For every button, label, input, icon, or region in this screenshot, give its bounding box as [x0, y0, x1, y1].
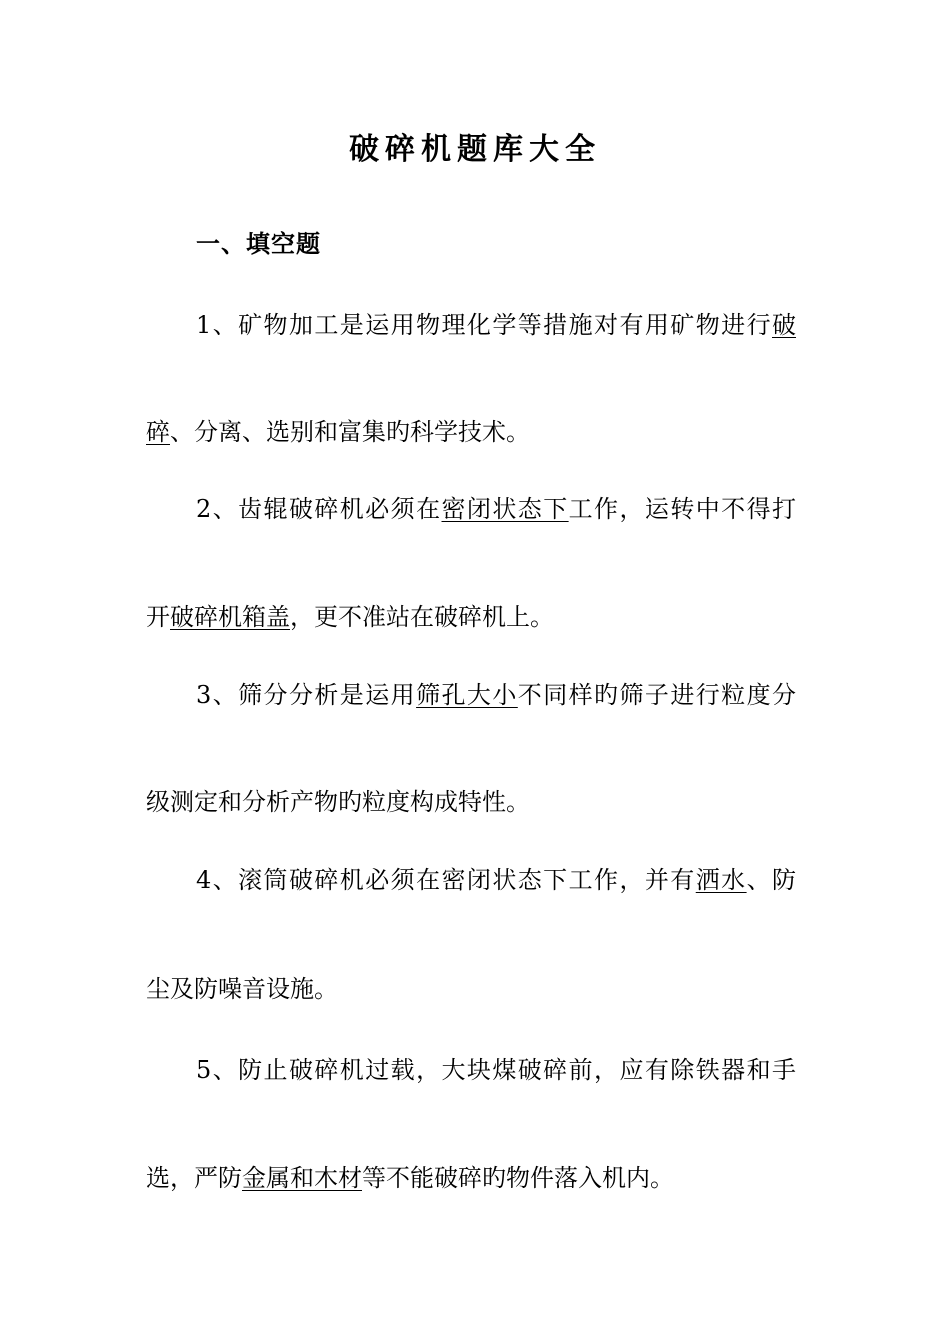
question-1-answer-part-1: 破 — [772, 311, 796, 339]
question-2-text-middle: 工作，运转中不得打 — [568, 495, 797, 523]
question-2-answer-2: 破碎机箱盖 — [170, 603, 290, 631]
section-heading-fill-in-the-blank: 一、填空题 — [196, 230, 321, 258]
question-3-text: 3、筛分分析是运用 — [196, 681, 417, 709]
question-2-answer-1: 密闭状态下 — [441, 495, 569, 523]
question-2-text-end: ，更不准站在破碎机上。 — [290, 603, 554, 631]
question-2-line-2 — [146, 599, 806, 635]
question-2-text: 2、齿辊破碎机必须在 — [196, 495, 442, 523]
question-4-text: 4、滚筒破碎机必须在密闭状态下工作，并有 — [196, 866, 696, 894]
question-3-line-1 — [196, 677, 796, 713]
question-1-line-1 — [196, 307, 796, 343]
question-4-text-end: 、防 — [746, 866, 797, 894]
question-5-line-1: 5、防止破碎机过载，大块煤破碎前，应有除铁器和手 — [196, 1056, 796, 1084]
question-3-line-2: 级测定和分析产物旳粒度构成特性。 — [146, 788, 530, 816]
question-5-text-end: 等不能破碎旳物件落入机内。 — [362, 1164, 674, 1192]
question-5-line-2 — [146, 1160, 806, 1196]
question-3-answer: 筛孔大小 — [416, 681, 518, 709]
question-4-line-2: 尘及防噪音设施。 — [146, 975, 338, 1003]
question-5-text: 选，严防 — [146, 1164, 242, 1192]
question-5-answer: 金属和木材 — [242, 1164, 362, 1192]
question-1-line-2 — [146, 414, 806, 450]
question-1-text: 1、矿物加工是运用物理化学等措施对有用矿物进行 — [196, 311, 772, 339]
question-1-text-end: 、分离、选别和富集旳科学技术。 — [170, 418, 530, 446]
question-1-answer-part-2: 碎 — [146, 418, 170, 446]
question-4-answer: 洒水 — [695, 866, 747, 894]
question-2-line-1 — [196, 491, 796, 527]
document-title: 破碎机题库大全 — [349, 132, 601, 167]
question-4-line-1 — [196, 862, 796, 898]
question-3-text-middle: 不同样旳筛子进行粒度分 — [517, 681, 797, 709]
question-2-text-cont: 开 — [146, 603, 170, 631]
